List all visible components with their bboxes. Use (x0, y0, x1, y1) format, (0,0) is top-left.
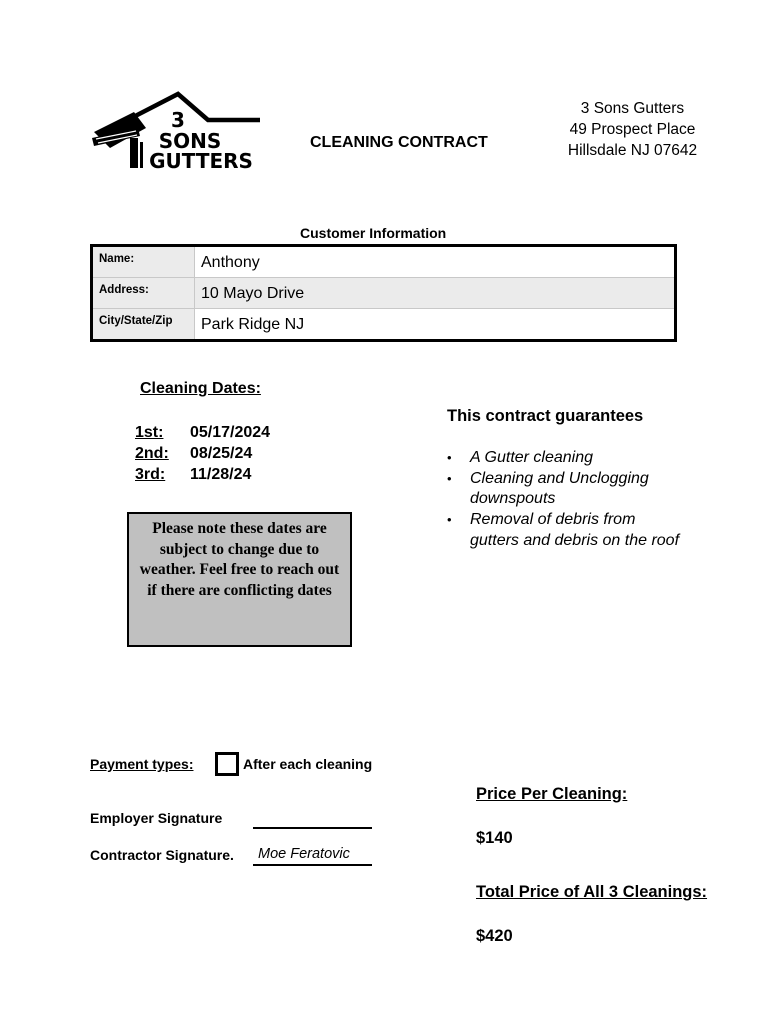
customer-row-name (93, 247, 674, 278)
date-value: 05/17/2024 (190, 424, 271, 441)
cleaning-dates-heading: Cleaning Dates: (140, 380, 261, 397)
total-price-label: Total Price of All 3 Cleanings: (476, 883, 708, 901)
cleaning-dates-list (135, 422, 270, 485)
contractor-signature-value: Moe Feratovic (258, 846, 350, 862)
company-street: 49 Prospect Place (569, 121, 696, 138)
customer-row-city (93, 309, 674, 339)
company-name: 3 Sons Gutters (580, 100, 685, 117)
customer-city-label: City/State/Zip (93, 309, 195, 339)
date-label: 3rd: (135, 466, 166, 483)
contractor-signature-line[interactable] (253, 864, 372, 866)
guarantee-item: • A Gutter cleaning (447, 448, 687, 469)
customer-name-value: Anthony (201, 254, 260, 271)
bullet-icon: • (447, 512, 452, 528)
price-per-cleaning-label: Price Per Cleaning: (476, 785, 628, 803)
contractor-signature-label: Contractor Signature. (90, 847, 234, 863)
bullet-icon: • (447, 470, 452, 486)
guarantee-item: • Cleaning and Unclogging downspouts (447, 469, 649, 508)
company-city: Hillsdale NJ 07642 (567, 142, 698, 159)
employer-signature-line[interactable] (253, 827, 372, 829)
logo-line2: GUTTERS (149, 149, 253, 173)
date-value: 08/25/24 (190, 445, 253, 462)
date-change-note: Please note these dates are subject to change due to weather. Feel free to reach out if there are conflicting dates (127, 512, 352, 647)
total-price-value: $420 (476, 927, 513, 945)
bullet-icon: • (447, 450, 452, 465)
customer-row-address (93, 278, 674, 309)
customer-address-value: 10 Mayo Drive (201, 285, 305, 302)
date-label: 1st: (135, 424, 164, 441)
customer-name-label: Name: (93, 247, 195, 277)
customer-info-heading: Customer Information (300, 225, 447, 241)
customer-city-value: Park Ridge NJ (201, 316, 305, 333)
guarantee-list (447, 448, 687, 552)
payment-types-label: Payment types: (90, 756, 194, 772)
customer-address-label: Address: (93, 278, 195, 308)
employer-signature-label: Employer Signature (90, 810, 223, 826)
price-per-cleaning-value: $140 (476, 829, 513, 847)
date-label: 2nd: (135, 445, 169, 462)
payment-checkbox[interactable] (215, 752, 239, 776)
date-value: 11/28/24 (190, 466, 252, 483)
date-row (135, 464, 270, 485)
logo-line1: SONS (158, 129, 222, 153)
document-title: CLEANING CONTRACT (310, 134, 488, 151)
payment-option-label: After each cleaning (243, 756, 373, 772)
logo-number: 3 (171, 108, 185, 132)
company-logo (90, 88, 265, 173)
date-row (135, 443, 270, 464)
guarantee-heading: This contract guarantees (447, 407, 644, 425)
company-address (560, 98, 705, 161)
customer-info-table (90, 244, 677, 342)
guarantee-item: • Removal of debris from gutters and debris on the roof (447, 511, 680, 549)
date-row (135, 422, 270, 443)
